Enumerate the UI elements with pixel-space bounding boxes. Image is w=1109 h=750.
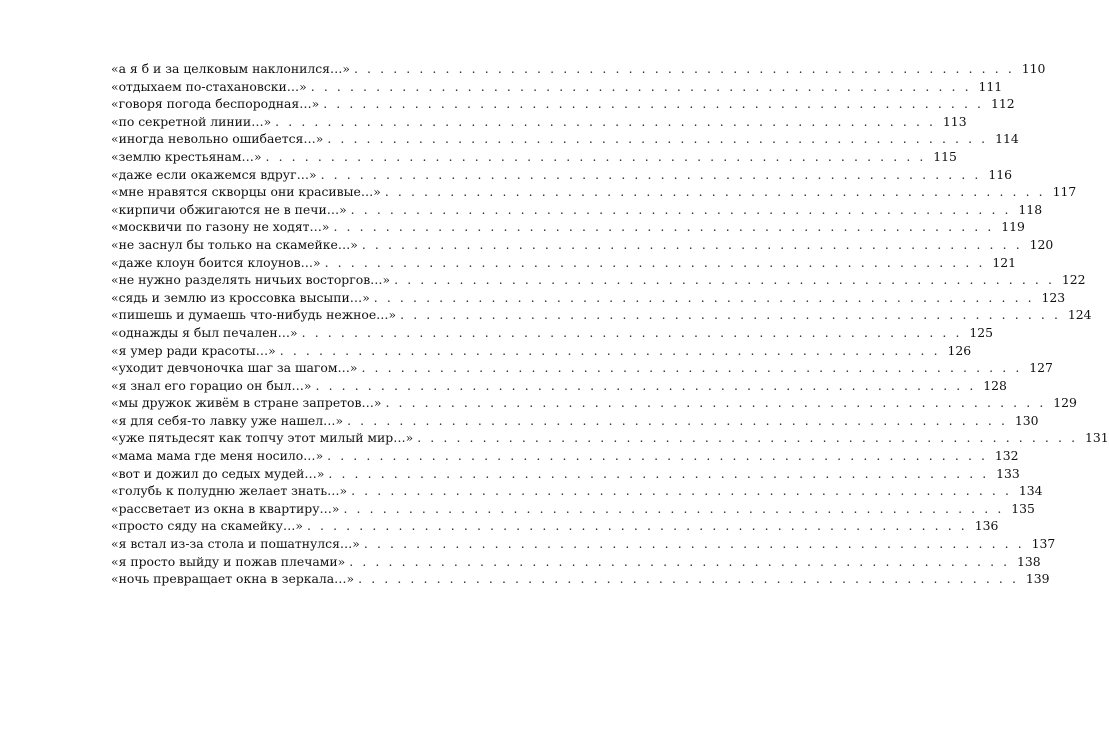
toc-entry — [111, 429, 1109, 447]
toc-dot-leader: . . . . . . . . . . . . . . . . . . . . . . . . . . . . . . . . . . . . . . . . . . . . . . . . . . . — [394, 272, 1055, 288]
toc-entry — [111, 218, 1025, 236]
toc-entry — [111, 377, 1007, 395]
toc-entry-page-number: 132 — [994, 448, 1019, 464]
toc-entry — [111, 324, 994, 342]
toc-entry-title: «уже пятьдесят как топчу этот милый мир…» — [111, 430, 414, 446]
toc-entry-page-number: 138 — [1017, 553, 1041, 569]
toc-dot-leader: . . . . . . . . . . . . . . . . . . . . . . . . . . . . . . . . . . . . . . . . . . . . . . . . . . . — [310, 78, 972, 94]
toc-dot-leader: . . . . . . . . . . . . . . . . . . . . . . . . . . . . . . . . . . . . . . . . . . . . . . . . . . . — [333, 219, 994, 235]
toc-entry — [111, 289, 1066, 307]
toc-entry-page-number: 130 — [1014, 412, 1039, 428]
toc-entry — [111, 201, 1043, 219]
toc-entry — [111, 254, 1016, 272]
toc-dot-leader: . . . . . . . . . . . . . . . . . . . . . . . . . . . . . . . . . . . . . . . . . . . . . . . . . . . — [417, 430, 1078, 446]
toc-dot-leader: . . . . . . . . . . . . . . . . . . . . . . . . . . . . . . . . . . . . . . . . . . . . . . . . . . . — [328, 465, 989, 481]
toc-entry-title: «мне нравятся скворцы они красивые…» — [111, 184, 381, 200]
toc-dot-leader: . . . . . . . . . . . . . . . . . . . . . . . . . . . . . . . . . . . . . . . . . . . . . . . . . . . — [363, 536, 1025, 552]
toc-dot-leader: . . . . . . . . . . . . . . . . . . . . . . . . . . . . . . . . . . . . . . . . . . . . . . . . . . . — [265, 148, 926, 164]
toc-dot-leader: . . . . . . . . . . . . . . . . . . . . . . . . . . . . . . . . . . . . . . . . . . . . . . . . . . . — [306, 518, 968, 534]
toc-dot-leader: . . . . . . . . . . . . . . . . . . . . . . . . . . . . . . . . . . . . . . . . . . . . . . . . . . . — [351, 483, 1012, 499]
toc-entry — [111, 166, 1012, 184]
toc-entry-page-number: 117 — [1052, 184, 1077, 200]
toc-entry-title: «пишешь и думаешь что-нибудь нежное…» — [111, 307, 397, 323]
toc-entry-page-number: 134 — [1018, 483, 1043, 499]
toc-entry-page-number: 118 — [1018, 201, 1043, 217]
toc-entry — [111, 183, 1077, 201]
toc-dot-leader: . . . . . . . . . . . . . . . . . . . . . . . . . . . . . . . . . . . . . . . . . . . . . . . . . . . — [384, 184, 1046, 200]
toc-entry-page-number: 136 — [974, 518, 999, 534]
toc-dot-leader: . . . . . . . . . . . . . . . . . . . . . . . . . . . . . . . . . . . . . . . . . . . . . . . . . . . — [327, 131, 988, 147]
toc-dot-leader: . . . . . . . . . . . . . . . . . . . . . . . . . . . . . . . . . . . . . . . . . . . . . . . . . . . — [350, 201, 1012, 217]
toc-dot-leader: . . . . . . . . . . . . . . . . . . . . . . . . . . . . . . . . . . . . . . . . . . . . . . . . . . . — [327, 448, 988, 464]
toc-entry-page-number: 129 — [1053, 395, 1077, 411]
toc-entry-page-number: 133 — [996, 465, 1020, 481]
toc-entry-title: «а я б и за целковым наклонился…» — [111, 61, 350, 76]
toc-dot-leader: . . . . . . . . . . . . . . . . . . . . . . . . . . . . . . . . . . . . . . . . . . . . . . . . . . . — [343, 500, 1004, 516]
toc-entry-page-number: 116 — [988, 166, 1012, 182]
toc-dot-leader: . . . . . . . . . . . . . . . . . . . . . . . . . . . . . . . . . . . . . . . . . . . . . . . . . . . — [323, 96, 984, 112]
toc-entry — [111, 113, 967, 131]
toc-dot-leader: . . . . . . . . . . . . . . . . . . . . . . . . . . . . . . . . . . . . . . . . . . . . . . . . . . . — [361, 360, 1022, 376]
toc-entry-page-number: 139 — [1025, 571, 1050, 587]
toc-dot-leader: . . . . . . . . . . . . . . . . . . . . . . . . . . . . . . . . . . . . . . . . . . . . . . . . . . . — [324, 254, 985, 270]
toc-entry-title: «мама мама где меня носило…» — [111, 448, 324, 464]
toc-entry-page-number: 110 — [1021, 61, 1046, 76]
toc-entry — [111, 412, 1039, 430]
toc-entry — [111, 553, 1041, 571]
toc-entry-title: «кирпичи обжигаются не в печи…» — [111, 201, 347, 217]
toc-dot-leader: . . . . . . . . . . . . . . . . . . . . . . . . . . . . . . . . . . . . . . . . . . . . . . . . . . . — [347, 412, 1008, 428]
toc-entry-title: «я встал из-за стола и пошатнулся…» — [111, 536, 360, 552]
toc-dot-leader: . . . . . . . . . . . . . . . . . . . . . . . . . . . . . . . . . . . . . . . . . . . . . . . . . . . — [353, 61, 1015, 76]
toc-dot-leader: . . . . . . . . . . . . . . . . . . . . . . . . . . . . . . . . . . . . . . . . . . . . . . . . . . . — [320, 166, 981, 182]
toc-entry-title: «по секретной линии…» — [111, 113, 272, 129]
toc-entry-title: «не заснул бы только на скамейке…» — [111, 236, 358, 252]
toc-entry-title: «москвичи по газону не ходят…» — [111, 219, 330, 235]
toc-entry-title: «я для себя-то лавку уже нашел…» — [111, 412, 344, 428]
toc-entry — [111, 570, 1050, 588]
toc-entry-page-number: 126 — [947, 342, 972, 358]
toc-entry — [111, 447, 1019, 465]
toc-entry — [111, 500, 1035, 518]
toc-entry-title: «голубь к полудню желает знать…» — [111, 483, 348, 499]
toc-entry-page-number: 128 — [983, 377, 1007, 393]
toc-entry-page-number: 135 — [1011, 500, 1035, 516]
toc-entry-title: «сядь и землю из кроссовка высыпи…» — [111, 289, 370, 305]
toc-dot-leader: . . . . . . . . . . . . . . . . . . . . . . . . . . . . . . . . . . . . . . . . . . . . . . . . . . . — [385, 395, 1046, 411]
toc-entry — [111, 95, 1015, 113]
toc-entry-page-number: 124 — [1067, 307, 1092, 323]
toc-entry-title: «мы дружок живём в стране запретов…» — [111, 395, 382, 411]
toc-entry-page-number: 121 — [992, 254, 1016, 270]
toc-entry-page-number: 120 — [1029, 236, 1054, 252]
toc-entry-page-number: 111 — [978, 78, 1003, 94]
toc-entry — [111, 60, 1046, 78]
toc-entry-page-number: 125 — [969, 324, 994, 340]
toc-entry — [111, 535, 1056, 553]
toc-entry — [111, 236, 1054, 254]
toc-dot-leader: . . . . . . . . . . . . . . . . . . . . . . . . . . . . . . . . . . . . . . . . . . . . . . . . . . . — [358, 571, 1019, 587]
toc-entry — [111, 482, 1043, 500]
toc-entry-page-number: 119 — [1001, 219, 1025, 235]
toc-entry-title: «рассветает из окна в квартиру…» — [111, 500, 340, 516]
toc-entry-title: «ночь превращает окна в зеркала…» — [111, 571, 355, 587]
toc-entry-page-number: 131 — [1084, 430, 1109, 446]
toc-entry-title: «вот и дожил до седых мудей…» — [111, 465, 325, 481]
toc-entry-page-number: 127 — [1029, 360, 1053, 376]
toc-entry-page-number: 113 — [942, 113, 967, 129]
toc-entry-title: «я просто выйду и пожав плечами» — [111, 553, 346, 569]
toc-entry-title: «я знал его горацио он был…» — [111, 377, 312, 393]
toc-entry-title: «однажды я был печален…» — [111, 324, 298, 340]
toc-entry-title: «не нужно разделять ничьих восторгов…» — [111, 272, 391, 288]
toc-entry-title: «я умер ради красоты…» — [111, 342, 276, 358]
toc-entry-title: «даже если окажемся вдруг…» — [111, 166, 317, 182]
toc-entry-title: «уходит девчоночка шаг за шагом…» — [111, 360, 358, 376]
toc-entry-page-number: 114 — [995, 131, 1019, 147]
toc-entry-page-number: 112 — [990, 96, 1015, 112]
toc-dot-leader: . . . . . . . . . . . . . . . . . . . . . . . . . . . . . . . . . . . . . . . . . . . . . . . . . . . — [361, 236, 1023, 252]
toc-entry — [111, 394, 1077, 412]
toc-entry — [111, 517, 999, 535]
toc-dot-leader: . . . . . . . . . . . . . . . . . . . . . . . . . . . . . . . . . . . . . . . . . . . . . . . . . . . — [373, 289, 1035, 305]
table-of-contents — [111, 60, 1109, 588]
toc-entry-page-number: 115 — [933, 148, 957, 164]
toc-entry — [111, 271, 1086, 289]
toc-entry — [111, 359, 1053, 377]
toc-entry-page-number: 123 — [1041, 289, 1066, 305]
toc-dot-leader: . . . . . . . . . . . . . . . . . . . . . . . . . . . . . . . . . . . . . . . . . . . . . . . . . . . — [349, 553, 1010, 569]
toc-entry-title: «просто сяду на скамейку…» — [111, 518, 303, 534]
toc-entry-title: «отдыхаем по-стахановски…» — [111, 78, 307, 94]
toc-entry — [111, 342, 972, 360]
toc-entry-title: «говоря погода беспородная…» — [111, 96, 320, 112]
toc-dot-leader: . . . . . . . . . . . . . . . . . . . . . . . . . . . . . . . . . . . . . . . . . . . . . . . . . . . — [400, 307, 1061, 323]
toc-entry-page-number: 137 — [1031, 536, 1056, 552]
toc-dot-leader: . . . . . . . . . . . . . . . . . . . . . . . . . . . . . . . . . . . . . . . . . . . . . . . . . . . — [275, 113, 936, 129]
toc-dot-leader: . . . . . . . . . . . . . . . . . . . . . . . . . . . . . . . . . . . . . . . . . . . . . . . . . . . — [315, 377, 976, 393]
toc-entry — [111, 306, 1092, 324]
toc-entry-title: «даже клоун боится клоунов…» — [111, 254, 321, 270]
toc-entry — [111, 130, 1019, 148]
toc-entry-title: «землю крестьянам…» — [111, 148, 262, 164]
toc-entry — [111, 465, 1020, 483]
toc-entry-page-number: 122 — [1061, 272, 1086, 288]
toc-entry-title: «иногда невольно ошибается…» — [111, 131, 324, 147]
toc-entry — [111, 78, 1003, 96]
toc-entry — [111, 148, 957, 166]
toc-dot-leader: . . . . . . . . . . . . . . . . . . . . . . . . . . . . . . . . . . . . . . . . . . . . . . . . . . . — [301, 324, 963, 340]
toc-dot-leader: . . . . . . . . . . . . . . . . . . . . . . . . . . . . . . . . . . . . . . . . . . . . . . . . . . . — [279, 342, 941, 358]
